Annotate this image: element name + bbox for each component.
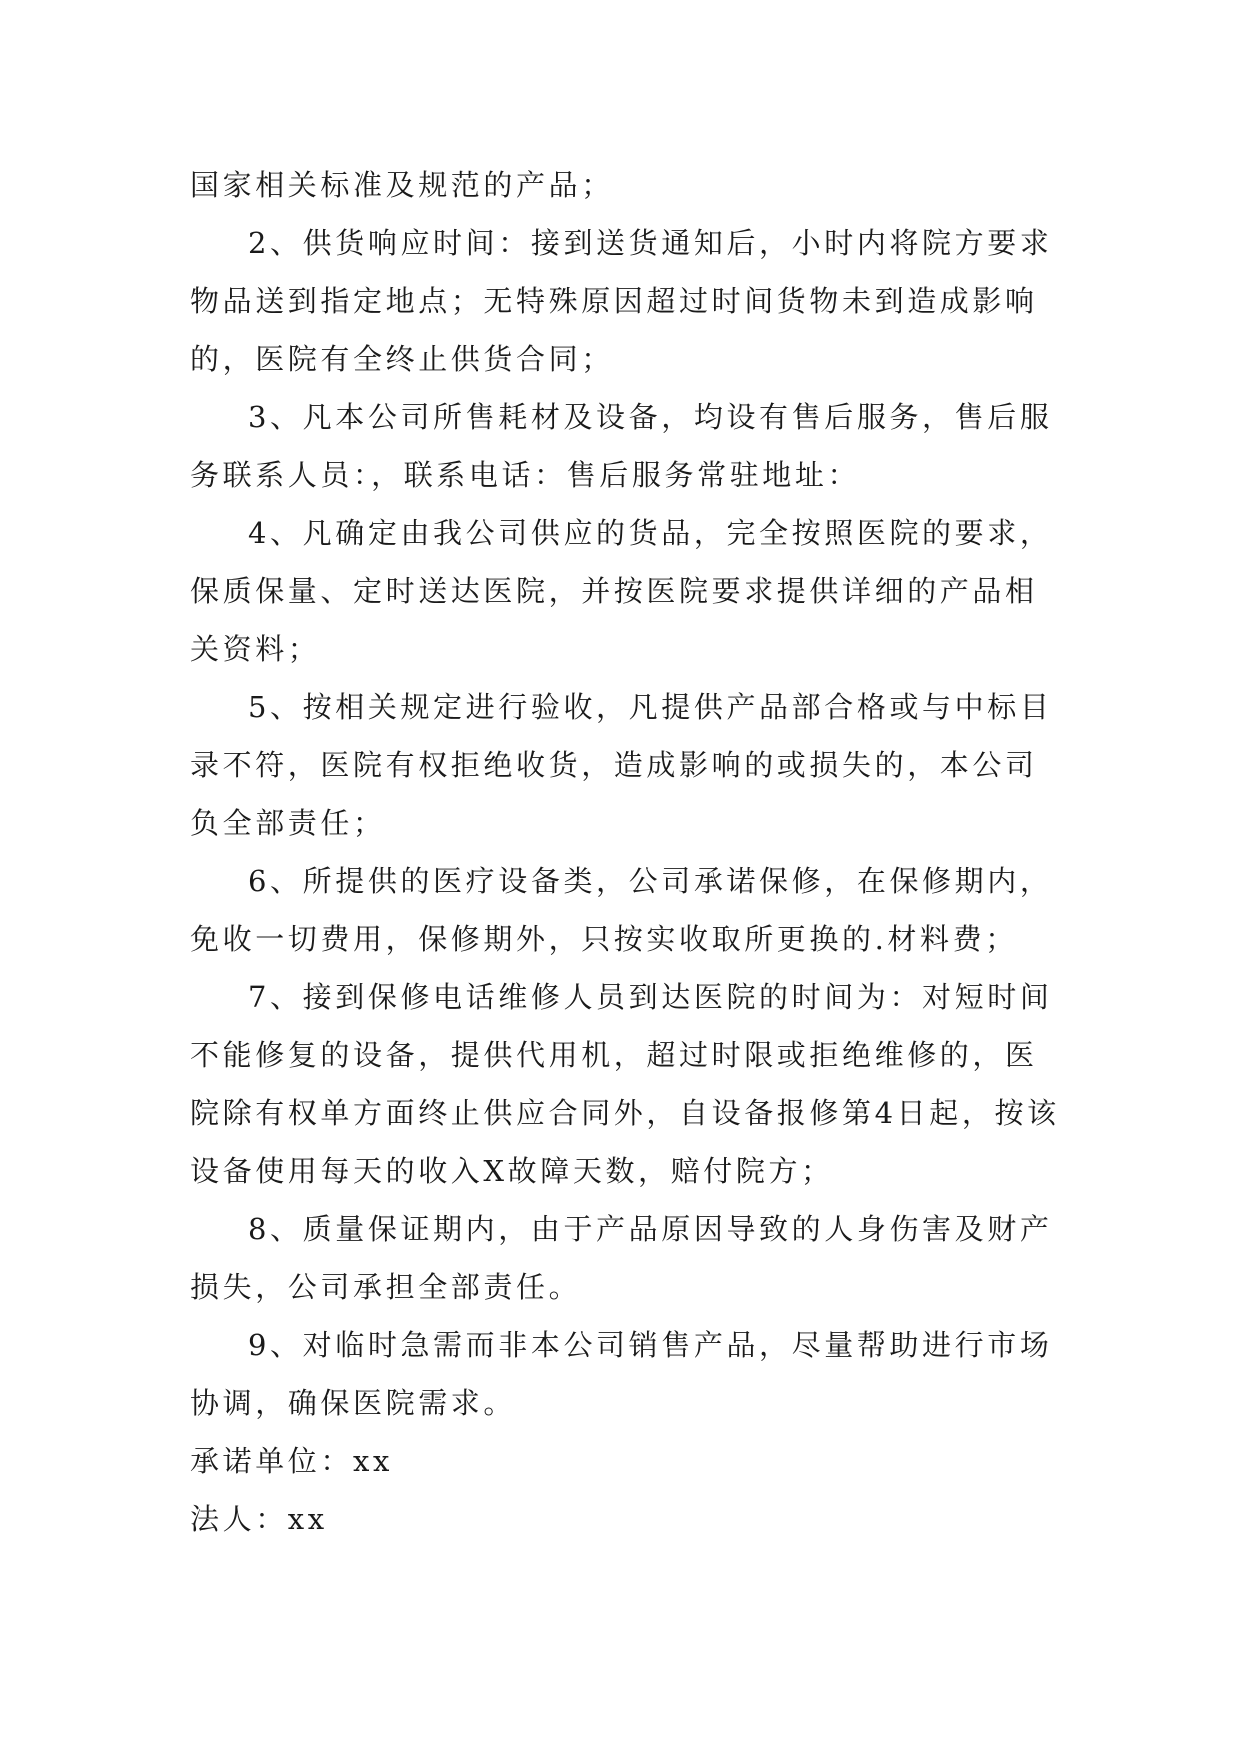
paragraph-continuation: 国家相关标准及规范的产品； [190, 168, 614, 202]
signature-legal-person: 法人：xx [190, 1502, 328, 1536]
paragraph-item-6: 6、所提供的医疗设备类，公司承诺保修，在保修期内，免收一切费用，保修期外，只按实收取所更换的.材料费； [190, 864, 1053, 956]
paragraph-item-3: 3、凡本公司所售耗材及设备，均设有售后服务，售后服务联系人员：，联系电话：售后服务常驻地址： [190, 400, 1053, 492]
document-body [190, 156, 1070, 1548]
signature-organization: 承诺单位：xx [190, 1444, 393, 1478]
paragraph-item-2: 2、供货响应时间：接到送货通知后，小时内将院方要求物品送到指定地点；无特殊原因超过时间货物未到造成影响的，医院有全终止供货合同； [190, 226, 1053, 376]
paragraph-item-5: 5、按相关规定进行验收，凡提供产品部合格或与中标目录不符，医院有权拒绝收货，造成影响的或损失的，本公司负全部责任； [190, 690, 1053, 840]
paragraph-item-8: 8、质量保证期内，由于产品原因导致的人身伤害及财产损失，公司承担全部责任。 [190, 1212, 1053, 1304]
paragraph-item-7: 7、接到保修电话维修人员到达医院的时间为：对短时间不能修复的设备，提供代用机，超过时限或拒绝维修的，医院除有权单方面终止供应合同外，自设备报修第4日起，按该设备使用每天的收入X故障天数，赔付院方； [190, 980, 1060, 1188]
paragraph-item-4: 4、凡确定由我公司供应的货品，完全按照医院的要求，保质保量、定时送达医院，并按医院要求提供详细的产品相关资料； [190, 516, 1053, 666]
paragraph-item-9: 9、对临时急需而非本公司销售产品，尽量帮助进行市场协调，确保医院需求。 [190, 1328, 1053, 1420]
